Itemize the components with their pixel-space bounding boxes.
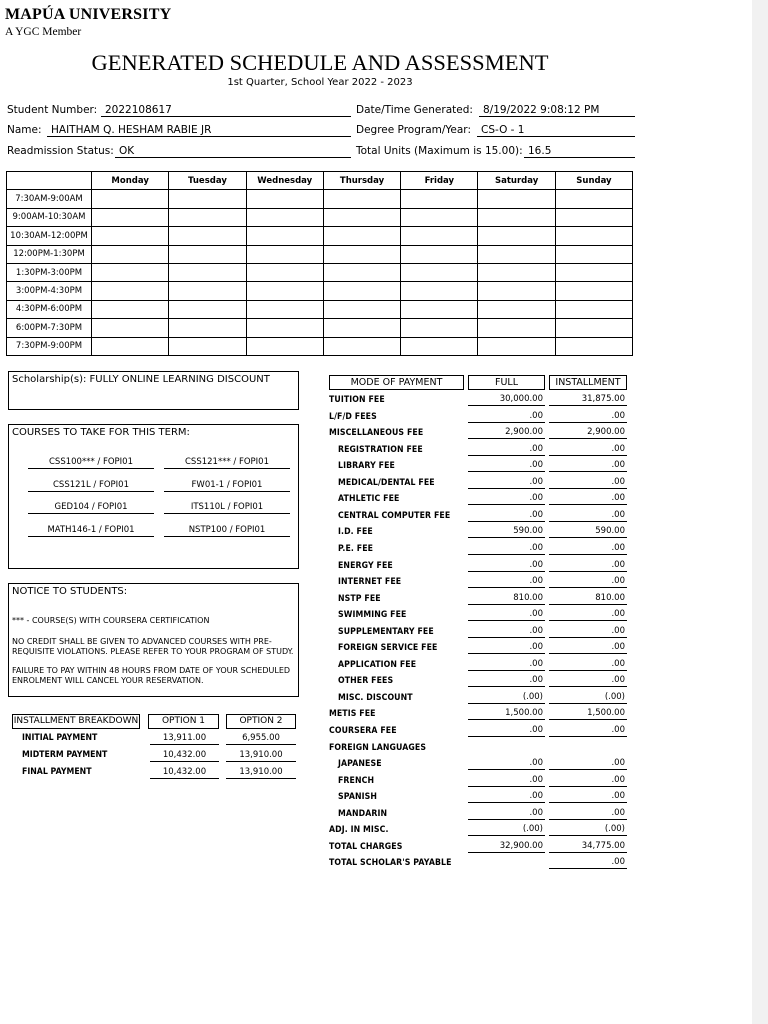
schedule-cell xyxy=(323,300,400,318)
fee-label: COURSERA FEE xyxy=(329,726,397,736)
installment-option1-value: 10,432.00 xyxy=(150,749,219,762)
readmission-label: Readmission Status: xyxy=(7,145,114,157)
fee-full-value: .00 xyxy=(468,626,545,638)
fee-installment-value: .00 xyxy=(549,411,627,423)
fee-label: FOREIGN LANGUAGES xyxy=(329,742,427,753)
fee-label: CENTRAL COMPUTER FEE xyxy=(338,510,451,521)
notice-box xyxy=(8,583,299,697)
schedule-grid xyxy=(6,171,633,356)
schedule-cell xyxy=(478,319,555,337)
schedule-cell xyxy=(323,263,400,281)
fee-label: REGISTRATION FEE xyxy=(338,444,423,455)
fee-full-value: .00 xyxy=(468,543,545,555)
schedule-cell xyxy=(169,245,246,263)
schedule-cell xyxy=(401,300,478,318)
schedule-cell xyxy=(323,190,400,208)
installment-option2-value: 13,910.00 xyxy=(226,749,296,762)
schedule-cell xyxy=(555,337,632,355)
installment-row-label: MIDTERM PAYMENT xyxy=(22,749,108,760)
schedule-cell xyxy=(478,282,555,300)
fee-label: SWIMMING FEE xyxy=(338,610,407,621)
courses-box xyxy=(8,424,299,569)
schedule-cell xyxy=(169,208,246,226)
fee-full-value: .00 xyxy=(468,493,545,505)
ygc-member-text: A YGC Member xyxy=(5,26,82,38)
schedule-cell xyxy=(401,245,478,263)
fee-full-value: .00 xyxy=(468,444,545,456)
mode-of-payment-header: MODE OF PAYMENT xyxy=(329,375,464,390)
schedule-cell xyxy=(478,227,555,245)
fee-installment-value: .00 xyxy=(549,626,627,638)
schedule-cell xyxy=(323,319,400,337)
installment-option1-value: 13,911.00 xyxy=(150,732,219,745)
schedule-cell xyxy=(92,227,169,245)
schedule-row xyxy=(7,282,633,300)
schedule-cell xyxy=(169,190,246,208)
schedule-row xyxy=(7,227,633,245)
schedule-cell xyxy=(555,263,632,281)
schedule-cell xyxy=(401,337,478,355)
scholarship-text: Scholarship(s): FULLY ONLINE LEARNING DISCOUNT xyxy=(12,374,270,385)
fee-label: SPANISH xyxy=(338,792,377,803)
schedule-cell xyxy=(478,208,555,226)
fee-label: FRENCH xyxy=(338,775,375,786)
schedule-cell xyxy=(323,245,400,263)
schedule-cell xyxy=(92,282,169,300)
time-slot-label: 10:30AM-12:00PM xyxy=(7,227,92,245)
schedule-cell xyxy=(92,263,169,281)
fee-full-value: 810.00 xyxy=(468,593,545,605)
program-value: CS-O - 1 xyxy=(477,123,635,137)
fee-installment-value: .00 xyxy=(549,775,627,787)
notice-line-payment-1: FAILURE TO PAY WITHIN 48 HOURS FROM DATE OF YOUR SCHEDULED xyxy=(12,666,291,675)
schedule-cell xyxy=(246,245,323,263)
course-item: GED104 / FOPI01 xyxy=(28,501,154,514)
installment-row-label: INITIAL PAYMENT xyxy=(22,733,98,743)
fee-full-value: .00 xyxy=(468,791,545,803)
fee-installment-value: .00 xyxy=(549,675,627,687)
day-header: Thursday xyxy=(323,172,400,190)
time-slot-label: 4:30PM-6:00PM xyxy=(7,300,92,318)
fee-full-value: 32,900.00 xyxy=(468,841,545,853)
schedule-cell xyxy=(92,337,169,355)
fee-full-value: 1,500.00 xyxy=(468,708,545,720)
schedule-corner-cell xyxy=(7,172,92,190)
units-value: 16.5 xyxy=(524,144,635,158)
schedule-cell xyxy=(92,319,169,337)
notice-heading: NOTICE TO STUDENTS: xyxy=(12,586,128,597)
course-item: MATH146-1 / FOPI01 xyxy=(28,524,154,537)
schedule-cell xyxy=(323,337,400,355)
fee-installment-value: .00 xyxy=(549,725,627,737)
fee-label: MISC. DISCOUNT xyxy=(338,692,413,703)
schedule-cell xyxy=(92,245,169,263)
time-slot-label: 12:00PM-1:30PM xyxy=(7,245,92,263)
notice-line-payment-2: ENROLMENT WILL CANCEL YOUR RESERVATION. xyxy=(12,676,204,685)
schedule-cell xyxy=(401,227,478,245)
fee-label: TOTAL CHARGES xyxy=(329,841,403,852)
fee-installment-value: .00 xyxy=(549,791,627,803)
notice-line-credit-2: REQUISITE VIOLATIONS. PLEASE REFER TO YOUR PROGRAM OF STUDY. xyxy=(12,647,294,656)
installment-option1-header: OPTION 1 xyxy=(148,714,219,729)
fee-installment-value: .00 xyxy=(549,576,627,588)
schedule-cell xyxy=(246,319,323,337)
schedule-cell xyxy=(323,208,400,226)
day-header: Monday xyxy=(92,172,169,190)
page-subtitle: 1st Quarter, School Year 2022 - 2023 xyxy=(227,77,413,88)
schedule-cell xyxy=(246,208,323,226)
generated-label: Date/Time Generated: xyxy=(356,104,473,116)
readmission-value: OK xyxy=(115,144,351,158)
fee-installment-value: .00 xyxy=(549,609,627,621)
schedule-cell xyxy=(555,319,632,337)
fee-installment-value: .00 xyxy=(549,510,627,522)
fee-installment-value: .00 xyxy=(549,758,627,770)
fee-full-value: .00 xyxy=(468,675,545,687)
schedule-cell xyxy=(555,208,632,226)
course-item: NSTP100 / FOPI01 xyxy=(164,524,290,537)
schedule-row xyxy=(7,208,633,226)
time-slot-label: 7:30PM-9:00PM xyxy=(7,337,92,355)
course-item: CSS121L / FOPI01 xyxy=(28,479,154,492)
schedule-cell xyxy=(246,263,323,281)
fee-label: MANDARIN xyxy=(338,808,388,819)
fee-label: L/F/D FEES xyxy=(329,411,377,422)
fee-full-value: .00 xyxy=(468,411,545,423)
fee-label: ENERGY FEE xyxy=(338,560,393,571)
schedule-cell xyxy=(478,337,555,355)
fee-label: OTHER FEES xyxy=(338,676,394,687)
scholarship-box xyxy=(8,371,299,410)
time-slot-label: 6:00PM-7:30PM xyxy=(7,319,92,337)
student-number-value: 2022108617 xyxy=(101,103,351,117)
fee-installment-value: .00 xyxy=(549,857,627,869)
day-header: Tuesday xyxy=(169,172,246,190)
fee-installment-value: 1,500.00 xyxy=(549,708,627,720)
installment-payment-header: INSTALLMENT xyxy=(549,375,627,390)
schedule-cell xyxy=(246,282,323,300)
fee-installment-value: 810.00 xyxy=(549,593,627,605)
fee-installment-value: .00 xyxy=(549,493,627,505)
time-slot-label: 9:00AM-10:30AM xyxy=(7,208,92,226)
schedule-cell xyxy=(92,300,169,318)
student-number-label: Student Number: xyxy=(7,104,98,116)
schedule-cell xyxy=(401,319,478,337)
schedule-cell xyxy=(169,282,246,300)
schedule-cell xyxy=(478,263,555,281)
schedule-cell xyxy=(169,337,246,355)
page-gutter xyxy=(752,0,768,1024)
fee-label: P.E. FEE xyxy=(338,543,374,554)
installment-option1-value: 10,432.00 xyxy=(150,766,219,779)
installment-option2-header: OPTION 2 xyxy=(226,714,296,729)
fee-installment-value: 31,875.00 xyxy=(549,394,627,406)
schedule-cell xyxy=(323,282,400,300)
fee-full-value: .00 xyxy=(468,725,545,737)
fee-full-value: .00 xyxy=(468,460,545,472)
schedule-cell xyxy=(169,227,246,245)
fee-full-value: .00 xyxy=(468,758,545,770)
fee-installment-value: .00 xyxy=(549,477,627,489)
schedule-cell xyxy=(555,227,632,245)
schedule-row xyxy=(7,337,633,355)
name-value: HAITHAM Q. HESHAM RABIE JR xyxy=(47,123,351,137)
fee-label: SUPPLEMENTARY FEE xyxy=(338,626,434,637)
installment-row-label: FINAL PAYMENT xyxy=(22,766,92,777)
courses-heading: COURSES TO TAKE FOR THIS TERM: xyxy=(12,427,190,438)
fee-installment-value: 34,775.00 xyxy=(549,841,627,853)
fee-installment-value: 590.00 xyxy=(549,526,627,538)
fee-installment-value: (.00) xyxy=(549,692,627,704)
fee-full-value: .00 xyxy=(468,808,545,820)
schedule-cell xyxy=(169,319,246,337)
schedule-cell xyxy=(555,282,632,300)
fee-full-value: 590.00 xyxy=(468,526,545,538)
notice-line-credit-1: NO CREDIT SHALL BE GIVEN TO ADVANCED COURSES WITH PRE- xyxy=(12,637,272,646)
fee-installment-value: .00 xyxy=(549,659,627,671)
installment-heading: INSTALLMENT BREAKDOWN xyxy=(12,714,140,729)
fee-full-value: .00 xyxy=(468,576,545,588)
fee-label: FOREIGN SERVICE FEE xyxy=(338,643,438,654)
schedule-cell xyxy=(555,190,632,208)
fee-label: TOTAL SCHOLAR'S PAYABLE xyxy=(329,858,452,869)
notice-line-coursera: *** - COURSE(S) WITH COURSERA CERTIFICATION xyxy=(12,616,210,625)
fee-label: INTERNET FEE xyxy=(338,577,402,588)
fee-installment-value: .00 xyxy=(549,444,627,456)
time-slot-label: 7:30AM-9:00AM xyxy=(7,190,92,208)
schedule-cell xyxy=(92,208,169,226)
fee-full-value: .00 xyxy=(468,775,545,787)
schedule-cell xyxy=(169,263,246,281)
fee-label: JAPANESE xyxy=(338,759,382,770)
university-name: MAPÚA UNIVERSITY xyxy=(5,6,172,23)
fee-installment-value: (.00) xyxy=(549,824,627,836)
schedule-cell xyxy=(555,245,632,263)
installment-option2-value: 6,955.00 xyxy=(226,732,296,745)
fee-label: NSTP FEE xyxy=(338,593,381,604)
course-item: ITS110L / FOPI01 xyxy=(164,501,290,514)
schedule-cell xyxy=(401,263,478,281)
fee-full-value: .00 xyxy=(468,477,545,489)
day-header: Saturday xyxy=(478,172,555,190)
schedule-cell xyxy=(246,227,323,245)
fee-full-value: (.00) xyxy=(468,692,545,704)
schedule-cell xyxy=(478,300,555,318)
fee-full-value: .00 xyxy=(468,659,545,671)
generated-value: 8/19/2022 9:08:12 PM xyxy=(479,103,635,117)
fee-label: MISCELLANEOUS FEE xyxy=(329,428,424,439)
schedule-cell xyxy=(401,208,478,226)
schedule-cell xyxy=(401,282,478,300)
day-header: Sunday xyxy=(555,172,632,190)
course-item: CSS121*** / FOPI01 xyxy=(164,456,290,469)
fee-label: METIS FEE xyxy=(329,709,376,720)
course-item: CSS100*** / FOPI01 xyxy=(28,456,154,469)
schedule-row xyxy=(7,245,633,263)
fee-label: ADJ. IN MISC. xyxy=(329,825,389,836)
fee-label: APPLICATION FEE xyxy=(338,659,417,670)
fee-full-value: 30,000.00 xyxy=(468,394,545,406)
fee-full-value: .00 xyxy=(468,510,545,522)
fee-installment-value: .00 xyxy=(549,543,627,555)
fee-installment-value: .00 xyxy=(549,460,627,472)
fee-label: MEDICAL/DENTAL FEE xyxy=(338,477,435,488)
units-label: Total Units (Maximum is 15.00): xyxy=(356,145,523,157)
fee-full-value: 2,900.00 xyxy=(468,427,545,439)
fee-installment-value: .00 xyxy=(549,642,627,654)
fee-label: ATHLETIC FEE xyxy=(338,494,400,505)
schedule-row xyxy=(7,319,633,337)
schedule-cell xyxy=(246,190,323,208)
fee-installment-value: .00 xyxy=(549,560,627,572)
fee-label: LIBRARY FEE xyxy=(338,461,395,472)
day-header: Friday xyxy=(401,172,478,190)
schedule-cell xyxy=(92,190,169,208)
schedule-cell xyxy=(323,227,400,245)
program-label: Degree Program/Year: xyxy=(356,124,471,136)
course-item: FW01-1 / FOPI01 xyxy=(164,479,290,492)
fee-label: I.D. FEE xyxy=(338,527,373,538)
schedule-cell xyxy=(169,300,246,318)
schedule-cell xyxy=(246,337,323,355)
name-label: Name: xyxy=(7,124,42,136)
schedule-row xyxy=(7,300,633,318)
schedule-cell xyxy=(246,300,323,318)
time-slot-label: 1:30PM-3:00PM xyxy=(7,263,92,281)
schedule-row xyxy=(7,190,633,208)
fee-label: TUITION FEE xyxy=(329,395,385,405)
day-header: Wednesday xyxy=(246,172,323,190)
schedule-cell xyxy=(401,190,478,208)
schedule-cell xyxy=(555,300,632,318)
page-title: GENERATED SCHEDULE AND ASSESSMENT xyxy=(91,50,549,75)
fee-full-value: .00 xyxy=(468,642,545,654)
full-payment-header: FULL xyxy=(468,375,545,390)
fee-full-value: (.00) xyxy=(468,824,545,836)
fee-full-value: .00 xyxy=(468,560,545,572)
schedule-cell xyxy=(478,245,555,263)
fee-full-value: .00 xyxy=(468,609,545,621)
schedule-cell xyxy=(478,190,555,208)
schedule-row xyxy=(7,263,633,281)
fee-installment-value: .00 xyxy=(549,808,627,820)
time-slot-label: 3:00PM-4:30PM xyxy=(7,282,92,300)
fee-installment-value: 2,900.00 xyxy=(549,427,627,439)
installment-option2-value: 13,910.00 xyxy=(226,766,296,779)
